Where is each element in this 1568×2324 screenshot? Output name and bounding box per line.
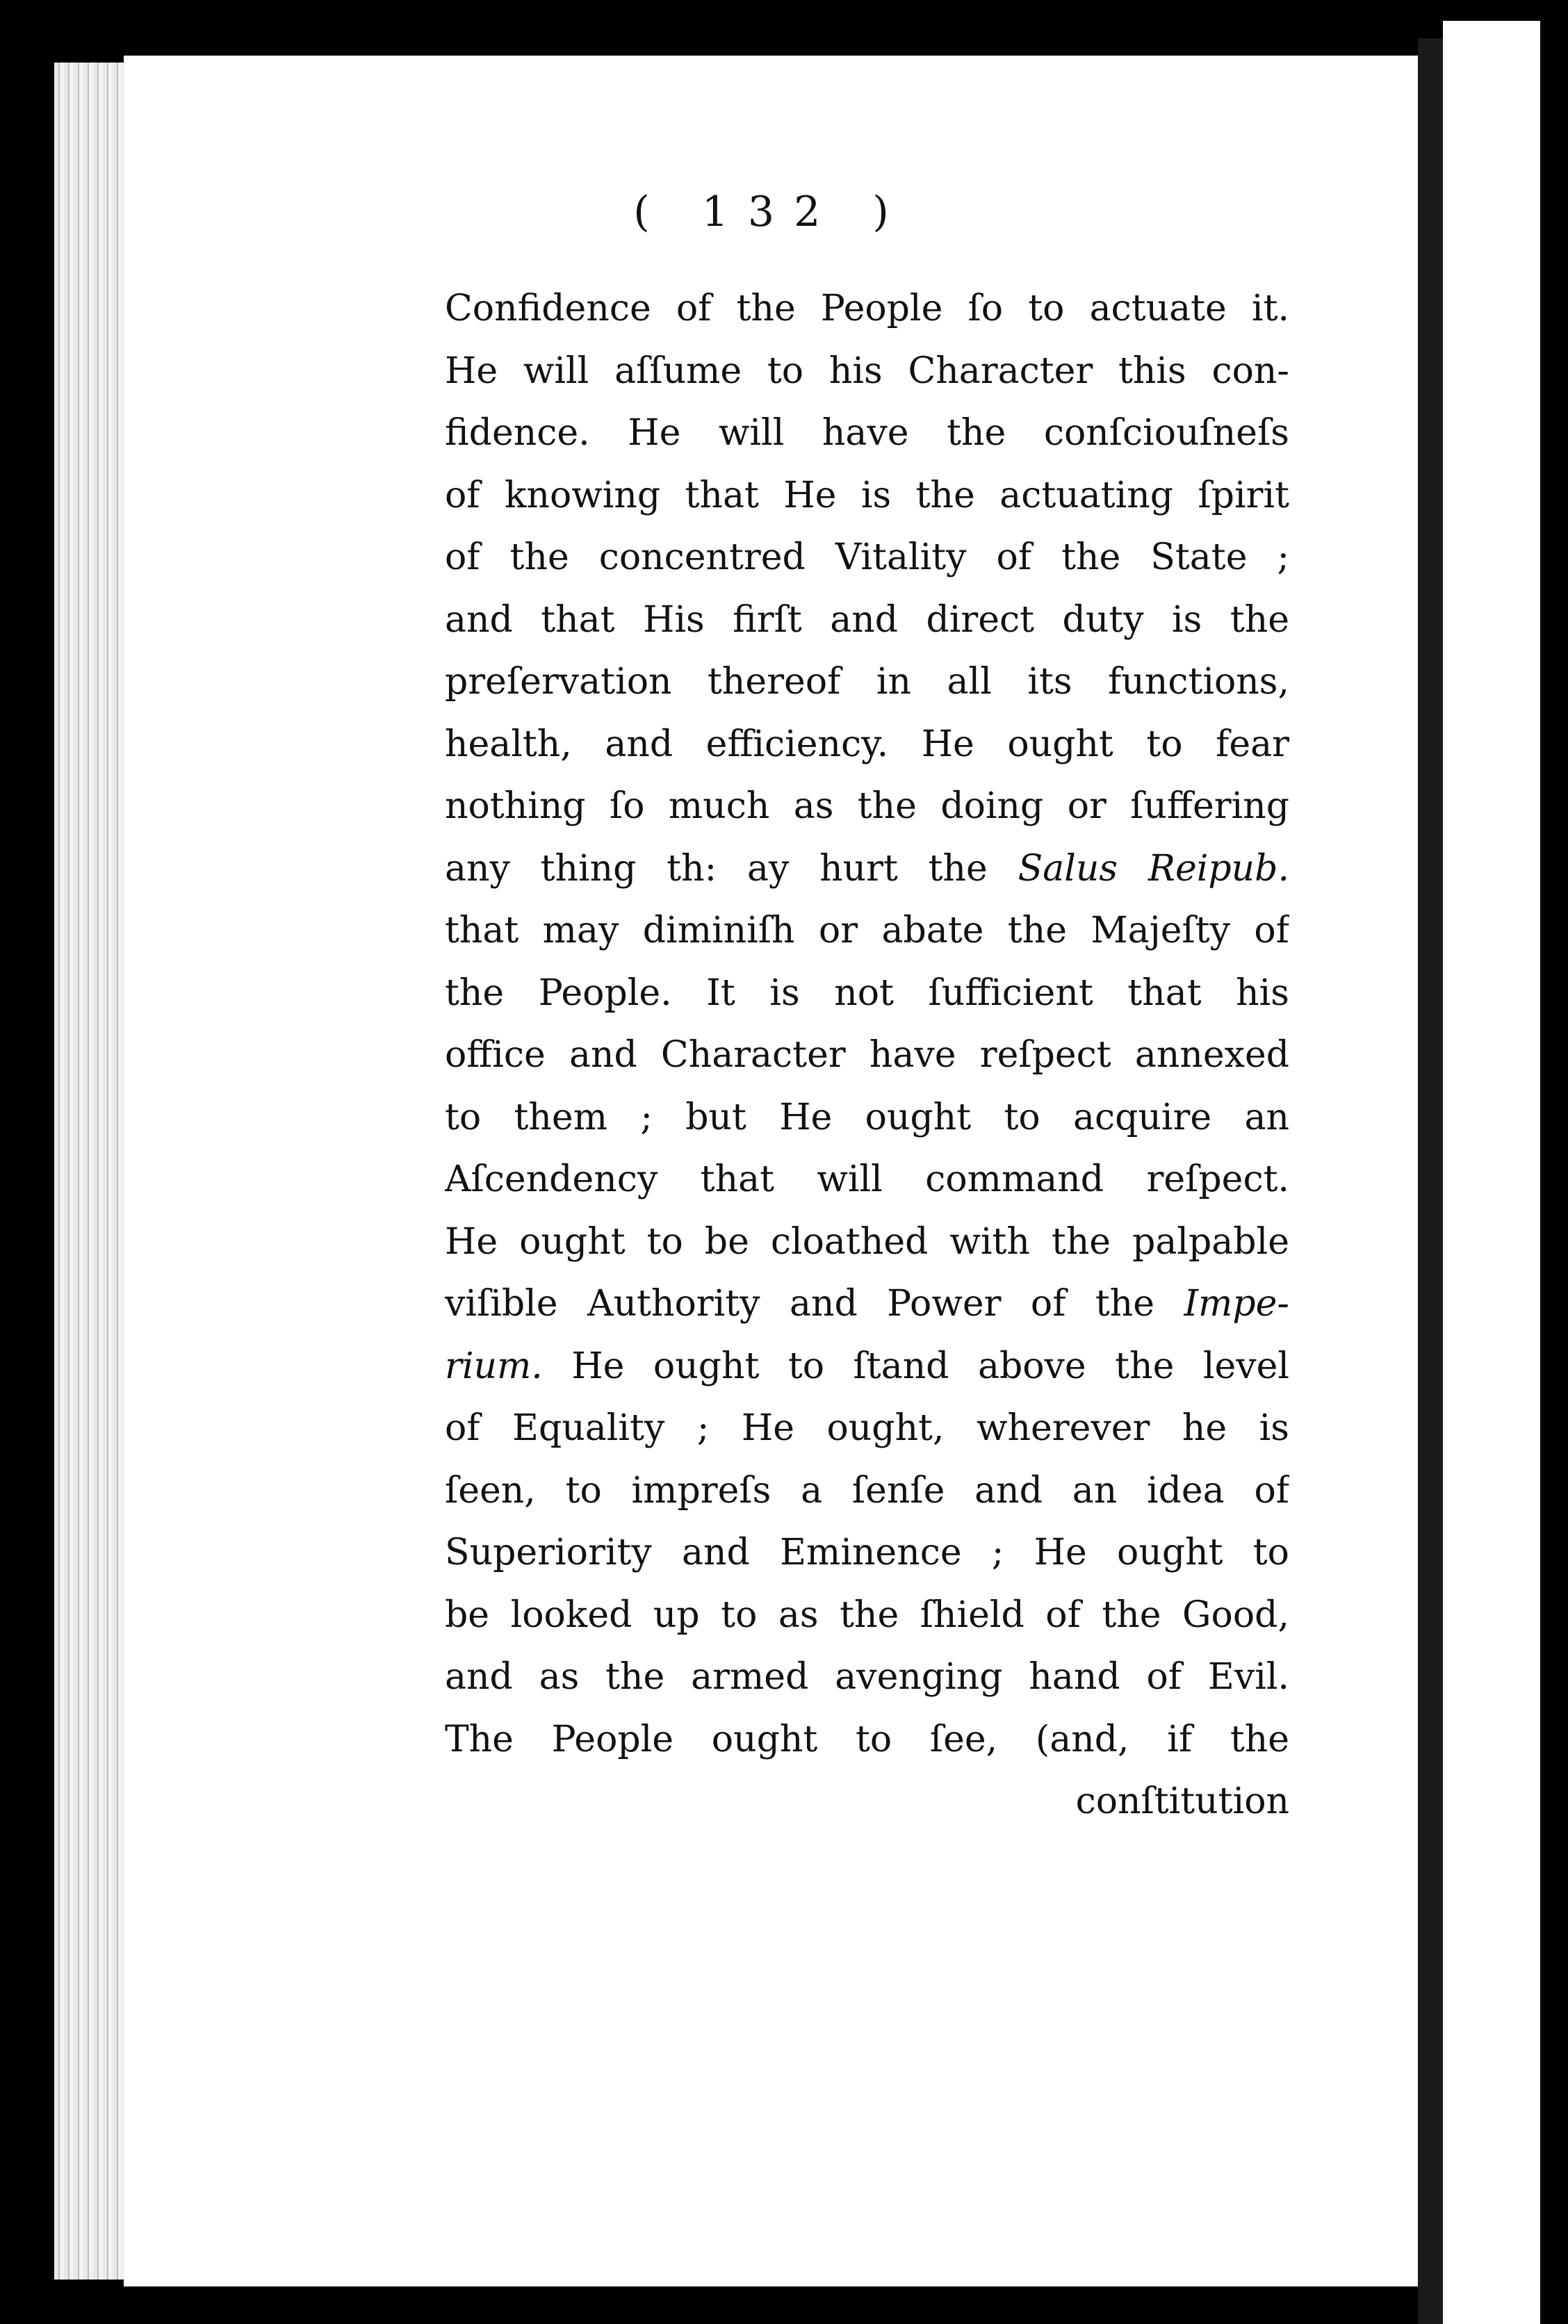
- book-gutter: [1418, 38, 1443, 2324]
- text-line: that may diminiſh or abate the Majeſty of: [445, 910, 1289, 951]
- text-segment: viſible Authority and Power of the: [445, 1283, 1155, 1325]
- text-line: He ought to be cloathed with the palpable: [445, 1220, 1289, 1263]
- text-line: fidence. He will have the conſciouſneſs: [445, 412, 1289, 454]
- text-line: nothing ſo much as the doing or ſuffering: [445, 785, 1289, 827]
- text-line: Confidence of the People ſo to actuate it.: [445, 288, 1289, 329]
- text-line: of the concentred Vitality of the State ;: [445, 537, 1289, 578]
- page-edges: [54, 63, 131, 2280]
- text-line: Superiority and Eminence ; He ought to: [445, 1532, 1289, 1573]
- italic-phrase: rium.: [445, 1345, 543, 1387]
- page-number: ( 132 ): [633, 188, 908, 236]
- text-line: of Equality ; He ought, wherever he is: [445, 1407, 1289, 1449]
- text-line: be looked up to as the ſhield of the Good,: [445, 1594, 1289, 1636]
- text-line: and as the armed avenging hand of Evil.: [445, 1656, 1289, 1698]
- text-line: preſervation thereof in all its functions,: [445, 661, 1289, 703]
- text-line: Aſcendency that will command reſpect.: [445, 1159, 1289, 1200]
- text-line: [445, 838, 1289, 901]
- scan-right-margin: [1540, 0, 1568, 2324]
- text-line: to them ; but He ought to acquire an: [445, 1096, 1289, 1138]
- text-line: office and Character have reſpect annexed: [445, 1034, 1289, 1076]
- text-line: The People ought to ſee, (and, if the: [445, 1718, 1289, 1760]
- text-line: He will aſſume to his Character this con-: [445, 350, 1289, 392]
- text-line: [445, 1336, 1289, 1398]
- scan-left-margin: [0, 0, 54, 2324]
- text-segment: He ought to ſtand above the level: [571, 1345, 1289, 1387]
- text-line: the People. It is not ſufficient that his: [445, 972, 1289, 1014]
- text-segment: any thing th: ay hurt the: [445, 847, 988, 890]
- text-line: of knowing that He is the actuating ſpirit: [445, 474, 1289, 516]
- body-text: [445, 278, 1289, 1833]
- italic-phrase: Impe-: [1184, 1283, 1289, 1325]
- italic-phrase: Salus Reipub.: [1018, 847, 1289, 890]
- catchword: conſtitution: [1075, 1781, 1289, 1822]
- text-line: health, and efficiency. He ought to fear: [445, 723, 1289, 765]
- text-line: ſeen, to impreſs a ſenſe and an idea of: [445, 1469, 1289, 1512]
- text-line: [445, 1273, 1289, 1336]
- text-line: and that His firſt and direct duty is the: [445, 598, 1289, 641]
- facing-page-edge: [1443, 21, 1540, 2324]
